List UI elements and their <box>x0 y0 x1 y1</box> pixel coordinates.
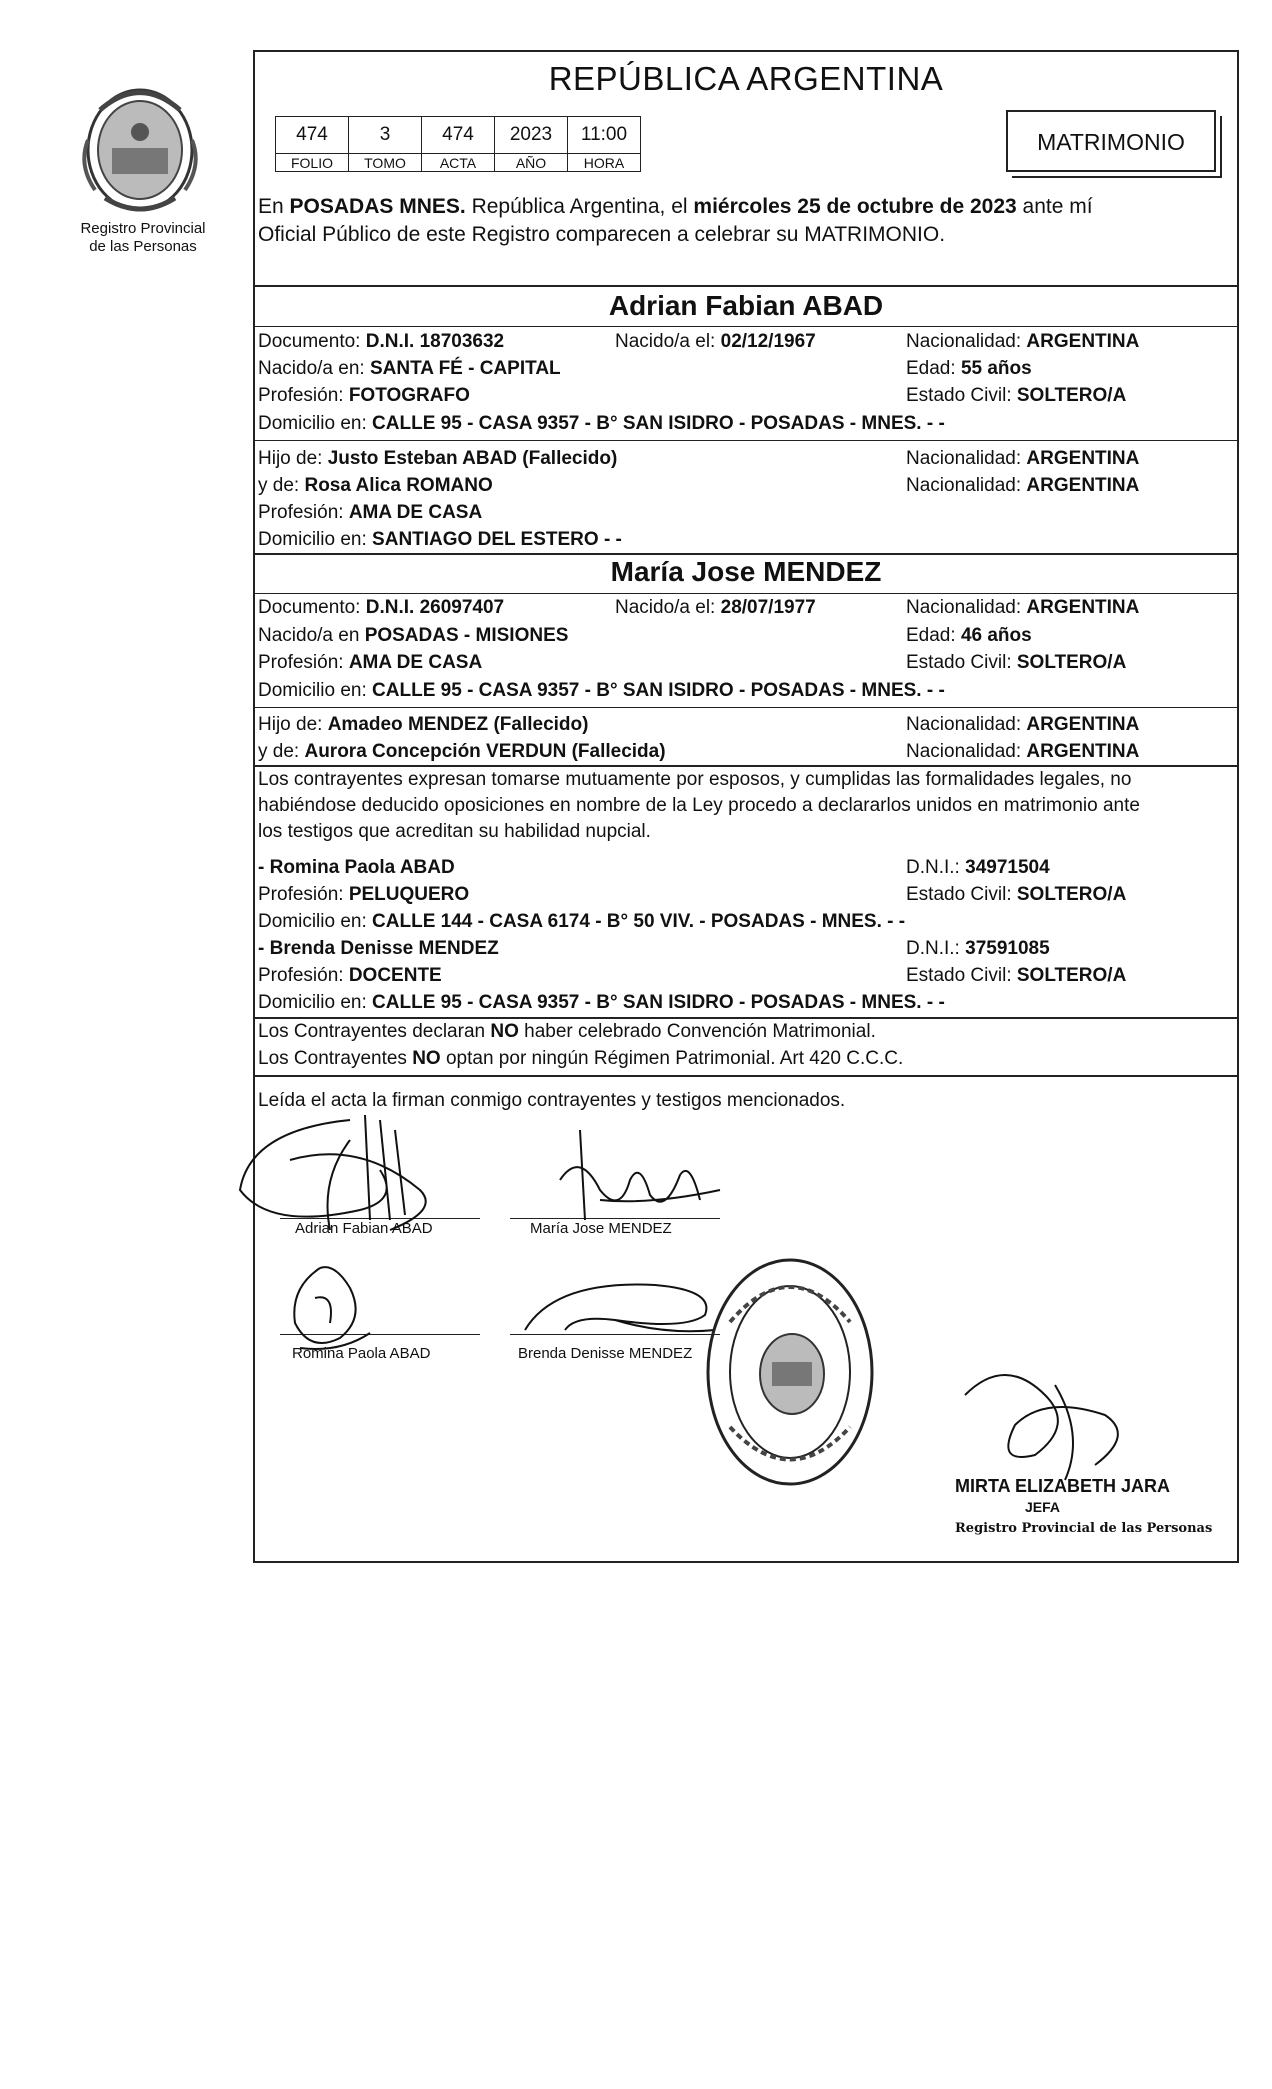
country-title: REPÚBLICA ARGENTINA <box>548 60 944 97</box>
spouse1-address: Domicilio en: CALLE 95 - CASA 9357 - B° SAN ISIDRO - POSADAS - MNES. - - <box>258 413 945 434</box>
caption-line-2: de las Personas <box>89 238 197 255</box>
divider <box>253 593 1239 594</box>
spouse1-birthdate: Nacido/a el: 02/12/1967 <box>615 331 816 352</box>
acta-label: ACTA <box>422 154 495 172</box>
spouse2-mother-nationality: Nacionalidad: ARGENTINA <box>906 741 1140 762</box>
divider <box>253 1075 1239 1077</box>
spouse2-name: María Jose MENDEZ <box>610 556 882 587</box>
intro-place: POSADAS MNES. <box>289 195 466 218</box>
year-label: AÑO <box>495 154 568 172</box>
spouse1-parents-profession: Profesión: AMA DE CASA <box>258 502 483 523</box>
divider <box>253 553 1239 555</box>
witness1-name: - Romina Paola ABAD <box>258 857 455 878</box>
convention-statement: Los Contrayentes declaran NO haber celebrado Convención Matrimonial. <box>258 1021 876 1042</box>
witness2-name: - Brenda Denisse MENDEZ <box>258 938 499 959</box>
official-signature-block <box>955 1476 1212 1539</box>
spouse1-document: Documento: D.N.I. 18703632 <box>258 331 505 352</box>
spouse1-profession: Profesión: FOTOGRAFO <box>258 385 470 406</box>
witness2-civil-status: Estado Civil: SOLTERO/A <box>906 965 1127 986</box>
spouse1-birthplace: Nacido/a en: SANTA FÉ - CAPITAL <box>258 358 561 379</box>
spouse1-mother-nationality: Nacionalidad: ARGENTINA <box>906 475 1140 496</box>
witness1-dni: D.N.I.: 34971504 <box>906 857 1050 878</box>
official-name: MIRTA ELIZABETH JARA <box>955 1476 1170 1496</box>
spouse2-address: Domicilio en: CALLE 95 - CASA 9357 - B° SAN ISIDRO - POSADAS - MNES. - - <box>258 680 945 701</box>
spouse2-birthdate: Nacido/a el: 28/07/1977 <box>615 597 816 618</box>
witness2-profession: Profesión: DOCENTE <box>258 965 442 986</box>
spouse2-father: Hijo de: Amadeo MENDEZ (Fallecido) <box>258 714 589 735</box>
spouse2-father-nationality: Nacionalidad: ARGENTINA <box>906 714 1140 735</box>
divider <box>253 285 1239 287</box>
signature-name-3: Romina Paola ABAD <box>292 1345 431 1362</box>
signature-brenda-icon <box>515 1270 725 1350</box>
signature-name-4: Brenda Denisse MENDEZ <box>518 1345 693 1362</box>
spouse1-parents-address: Domicilio en: SANTIAGO DEL ESTERO - - <box>258 529 622 550</box>
logo-caption <box>48 220 238 256</box>
folio-value: 474 <box>276 117 349 154</box>
spouse1-name: Adrian Fabian ABAD <box>608 290 884 321</box>
spouse2-mother: y de: Aurora Concepción VERDUN (Fallecida) <box>258 741 666 762</box>
divider <box>253 707 1239 708</box>
spouse2-profession: Profesión: AMA DE CASA <box>258 652 483 673</box>
spouse1-age: Edad: 55 años <box>906 358 1032 379</box>
tomo-label: TOMO <box>349 154 422 172</box>
signature-official-icon <box>945 1355 1145 1485</box>
signature-adrian-icon <box>230 1100 490 1250</box>
divider <box>253 440 1239 441</box>
declaration-paragraph: Los contrayentes expresan tomarse mutuamente por esposos, y cumplidas las formalidades legales, no habiéndose deducido oposiciones en nombre de la Ley procedo a declararlos unidos en matrimonio ante los testigos que acreditan su habilidad nupcial. <box>258 769 1140 842</box>
hour-value: 11:00 <box>568 117 641 154</box>
spouse2-birthplace: Nacido/a en POSADAS - MISIONES <box>258 625 569 646</box>
spouse2-age: Edad: 46 años <box>906 625 1032 646</box>
provincial-coat-of-arms-icon <box>70 70 210 220</box>
divider <box>253 326 1239 327</box>
registry-seal-icon <box>700 1252 880 1492</box>
caption-line-1: Registro Provincial <box>80 220 206 237</box>
signature-name-2: María Jose MENDEZ <box>530 1220 672 1237</box>
signature-name-1: Adrian Fabian ABAD <box>295 1220 433 1237</box>
spouse2-nationality: Nacionalidad: ARGENTINA <box>906 597 1140 618</box>
spouse2-document: Documento: D.N.I. 26097407 <box>258 597 505 618</box>
acta-value: 474 <box>422 117 495 154</box>
tomo-value: 3 <box>349 117 422 154</box>
intro-paragraph: En POSADAS MNES. República Argentina, el miércoles 25 de octubre de 2023 ante mí Oficial Público de este Registro comparecen a celebrar su MATRIMONIO. <box>258 195 1093 246</box>
regime-statement: Los Contrayentes NO optan por ningún Régimen Patrimonial. Art 420 C.C.C. <box>258 1048 904 1069</box>
year-value: 2023 <box>495 117 568 154</box>
witness1-address: Domicilio en: CALLE 144 - CASA 6174 - B° 50 VIV. - POSADAS - MNES. - - <box>258 911 906 932</box>
closing-statement: Leída el acta la firman conmigo contrayentes y testigos mencionados. <box>258 1090 846 1111</box>
witness2-address: Domicilio en: CALLE 95 - CASA 9357 - B° SAN ISIDRO - POSADAS - MNES. - - <box>258 992 945 1013</box>
official-role: JEFA <box>1025 1499 1061 1515</box>
spouse1-father: Hijo de: Justo Esteban ABAD (Fallecido) <box>258 448 618 469</box>
act-type-box: MATRIMONIO <box>1006 110 1216 172</box>
witness1-profession: Profesión: PELUQUERO <box>258 884 470 905</box>
witness2-dni: D.N.I.: 37591085 <box>906 938 1050 959</box>
official-org: Registro Provincial de las Personas <box>955 1521 1213 1536</box>
spouse1-civil-status: Estado Civil: SOLTERO/A <box>906 385 1127 406</box>
spouse1-mother: y de: Rosa Alica ROMANO <box>258 475 493 496</box>
spouse1-father-nationality: Nacionalidad: ARGENTINA <box>906 448 1140 469</box>
spouse1-nationality: Nacionalidad: ARGENTINA <box>906 331 1140 352</box>
signature-romina-icon <box>280 1248 400 1358</box>
witness1-civil-status: Estado Civil: SOLTERO/A <box>906 884 1127 905</box>
hour-label: HORA <box>568 154 641 172</box>
registry-table <box>275 116 641 172</box>
folio-label: FOLIO <box>276 154 349 172</box>
divider <box>253 1017 1239 1019</box>
intro-date: miércoles 25 de octubre de 2023 <box>693 195 1017 218</box>
signature-maria-icon <box>540 1120 740 1230</box>
spouse2-civil-status: Estado Civil: SOLTERO/A <box>906 652 1127 673</box>
